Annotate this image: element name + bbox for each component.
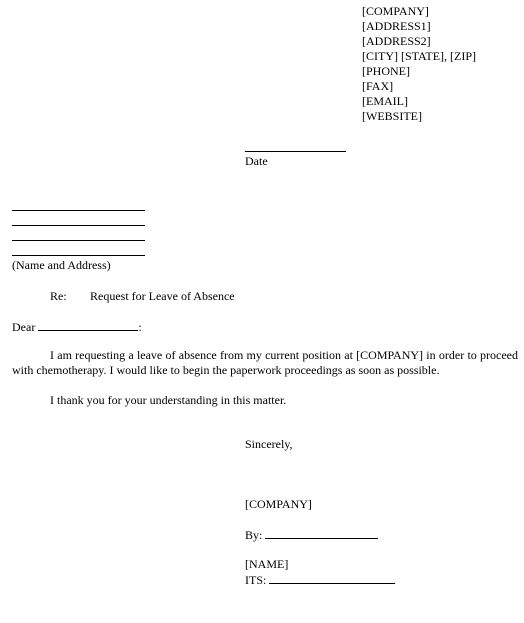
its-label: ITS: bbox=[245, 573, 267, 587]
salutation-blank-line bbox=[38, 319, 138, 331]
body-paragraph-2: I thank you for your understanding in this matter. bbox=[50, 393, 287, 407]
subject-text: Request for Leave of Absence bbox=[90, 289, 235, 303]
salutation bbox=[12, 319, 142, 335]
sign-off: Sincerely, bbox=[245, 437, 293, 451]
letterhead-company: [COMPANY] bbox=[362, 4, 429, 18]
signature-line bbox=[265, 527, 378, 539]
recipient-caption: (Name and Address) bbox=[12, 258, 111, 272]
letterhead-fax: [FAX] bbox=[362, 79, 394, 93]
title-line bbox=[269, 572, 395, 584]
its-line bbox=[245, 572, 395, 588]
letterhead-email: [EMAIL] bbox=[362, 94, 408, 108]
address-line-1 bbox=[12, 210, 145, 211]
subject-label: Re: bbox=[50, 289, 67, 303]
by-line bbox=[245, 527, 378, 543]
address-line-2 bbox=[12, 225, 145, 226]
salutation-suffix: : bbox=[138, 320, 142, 334]
salutation-prefix: Dear bbox=[12, 320, 36, 334]
signer-name: [NAME] bbox=[245, 557, 289, 571]
letterhead-city-state-zip: [CITY] [STATE], [ZIP] bbox=[362, 49, 477, 63]
address-line-3 bbox=[12, 240, 145, 241]
letterhead-website: [WEBSITE] bbox=[362, 109, 422, 123]
address-line-4 bbox=[12, 255, 145, 256]
closing-company: [COMPANY] bbox=[245, 497, 312, 511]
date-line bbox=[245, 151, 346, 152]
date-label: Date bbox=[245, 154, 268, 168]
letterhead-phone: [PHONE] bbox=[362, 64, 410, 78]
letterhead-address1: [ADDRESS1] bbox=[362, 19, 431, 33]
body-paragraph-1 bbox=[12, 348, 518, 378]
by-label: By: bbox=[245, 528, 263, 542]
letterhead-address2: [ADDRESS2] bbox=[362, 34, 431, 48]
body-paragraph-1-text: I am requesting a leave of absence from my current position at [COMPANY] in order to proceed with chemotherapy. I would like to begin the paperwork proceedings as soon as possible. bbox=[12, 348, 518, 377]
